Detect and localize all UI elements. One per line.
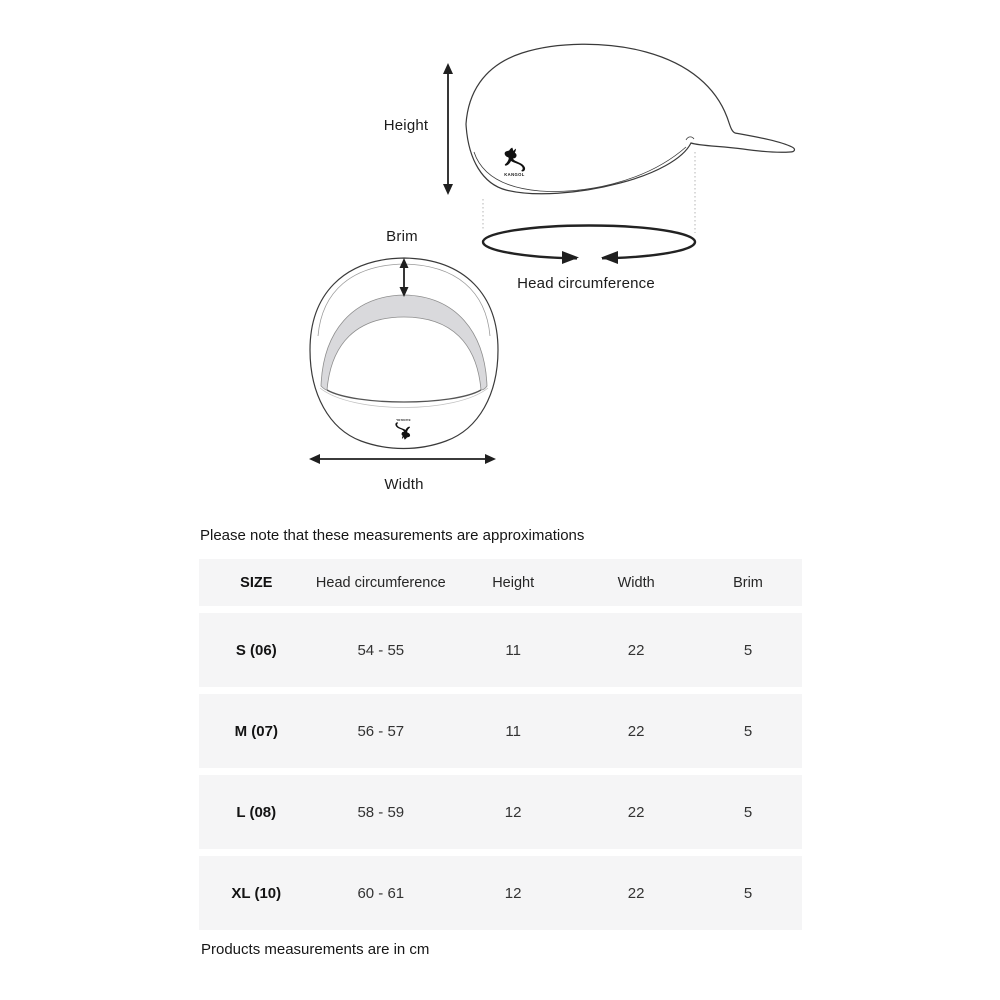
cell-height: 11 bbox=[505, 641, 521, 659]
cell-height: 11 bbox=[505, 722, 521, 740]
cell-height: 12 bbox=[504, 803, 522, 821]
width-arrow bbox=[309, 454, 496, 464]
cell-head-circumference: 60 - 61 bbox=[357, 884, 405, 902]
cell-head-circumference: 58 - 59 bbox=[357, 803, 405, 821]
cell-size: L (08) bbox=[236, 803, 277, 821]
cell-head-circumference: 54 - 55 bbox=[357, 641, 405, 659]
table-row-s bbox=[199, 613, 802, 687]
cell-size: S (06) bbox=[235, 641, 277, 659]
height-label: Height bbox=[383, 117, 429, 134]
cell-brim: 5 bbox=[743, 722, 753, 740]
head-circumference-label: Head circumference bbox=[517, 275, 655, 292]
units-note: Products measurements are in cm bbox=[201, 941, 430, 958]
table-row-l bbox=[199, 775, 802, 849]
header-height: Height bbox=[492, 574, 535, 591]
measurement-diagram: KANGOL bbox=[0, 0, 1000, 520]
cell-brim: 5 bbox=[743, 803, 753, 821]
brim-label: Brim bbox=[386, 228, 418, 245]
approximation-note: Please note that these measurements are approximations bbox=[200, 527, 585, 544]
head-circumference-ellipse bbox=[483, 226, 695, 265]
cell-width: 22 bbox=[627, 722, 645, 740]
side-view-cap bbox=[466, 44, 794, 194]
cell-width: 22 bbox=[627, 884, 645, 902]
cell-width: 22 bbox=[627, 641, 645, 659]
circumference-arrow-left bbox=[562, 251, 579, 264]
cell-size: XL (10) bbox=[231, 884, 282, 902]
size-table bbox=[199, 559, 802, 930]
header-head-circumference: Head circumference bbox=[315, 574, 446, 591]
width-label: Width bbox=[384, 476, 424, 493]
cell-size: M (07) bbox=[234, 722, 278, 740]
cell-brim: 5 bbox=[743, 641, 753, 659]
header-size: SIZE bbox=[240, 574, 273, 591]
table-row-m bbox=[199, 694, 802, 768]
circumference-arrow-right bbox=[601, 251, 618, 264]
cell-brim: 5 bbox=[743, 884, 753, 902]
header-brim: Brim bbox=[733, 574, 763, 591]
cell-height: 12 bbox=[504, 884, 522, 902]
table-header-row bbox=[199, 559, 802, 606]
header-width: Width bbox=[617, 574, 655, 591]
table-row-xl bbox=[199, 856, 802, 930]
cell-head-circumference: 56 - 57 bbox=[357, 722, 405, 740]
cell-width: 22 bbox=[627, 803, 645, 821]
